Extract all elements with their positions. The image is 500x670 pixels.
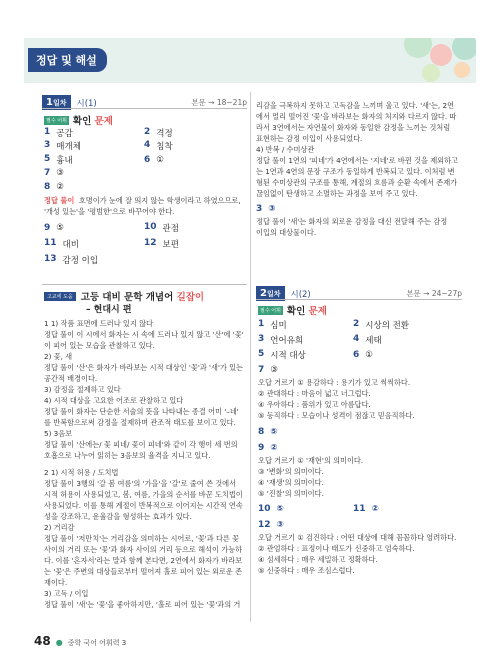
bullet-icon: ●	[55, 638, 63, 647]
day2-badge: 2일차	[256, 286, 285, 301]
leaf-decoration	[404, 38, 432, 58]
q8-q9-answers: 8 ⑤ 9 ②	[258, 427, 278, 453]
leaf-decoration	[452, 38, 476, 60]
concept-guide-heading: 고교에 도움 고등 대비 문학 개념어 길잡이	[44, 289, 204, 303]
check2-answers: 1 심미 2 시상의 전환 3 언어유희 4 세태 5 시적 대상 6 ① 7 ③	[258, 318, 410, 375]
day2-range: 본문 → 24~27p	[406, 289, 462, 298]
day1-poem: 시(1)	[76, 98, 97, 109]
q8-explanation: 정답 풀이 호명이가 눈에 잘 띄지 않는 학생이라고 하였으므로, '개성 있는'을 '평범한'으로 바꾸어야 한다.	[44, 196, 241, 216]
book-title: 중학 국어 어휘력 3	[67, 639, 127, 647]
check1-heading: 필수 어휘 확인 문제	[46, 116, 113, 127]
check1-answers: 1 공감 2 격정 3 매개체 4 침착 5 흉내 6 ① 7 ③ 8 ②	[44, 126, 173, 192]
q7-explanation: 오답 거르기 ① 용감하다 : 용기가 있고 씩씩하다. ② 관대하다 : 마음이 넓고 너그럽다. ④ 우아하다 : 품위가 있고 아름답다. ⑤ 등직하다 : 모습이나 성격이 점잖고 믿음직하다.	[258, 378, 415, 420]
q3-explanation: 정답 풀이 '새'는 화자의 외로운 감정을 대신 전달해 주는 감정 이입의 대상물이다.	[256, 217, 448, 237]
q3-answer: 3 ③	[256, 203, 276, 214]
check1-answers-more: 9 ⑤ 10 관점 11 대비 12 보편 13 감정 이입	[44, 222, 179, 266]
q10-q11-answers: 10 ⑤ 11 ② 12 ③	[258, 504, 379, 530]
q9-explanation: 오답 거르기 ① '재현'의 의미이다. ③ '변화'의 의미이다. ④ '재생'의 의미이다. ⑤ '진찰'의 의미이다.	[258, 456, 364, 498]
page-footer	[34, 634, 126, 648]
right-continuation: 리감을 극복하지 못하고 고독감을 느끼며 울고 있다. '새'는, 2연 에서 멀리 떨어진 '꽃'을 바라보는 화자의 처지와 다르지 않다. 따 라서 3연에서는 자연물이 화자와 동일한 감정을 느끼는 것처럼 표현하는 감정 이입이 사용되었다. 4) 반복 / 수미상관 정답 풀이 1연의 '피네'가 4연에서는 '지네'로 바뀐 것을 제외하고 는 1연과 4연의 문장 구조가 동일하게 반복되고 있다. 이처럼 변 형된 수미상관의 구조를 통해, 계절의 흐름과 순환 속에서 존재가 끊임없이 탄생하고 소멸하는 과정을 보여 주고 있다.	[256, 101, 458, 198]
divider	[256, 299, 462, 300]
q12-explanation: 오답 거르기 ① 검진하다 : 어떤 대상에 대해 꼼꼼하다 염려하다. ② 관엄하다 : 표정이나 태도가 신중하고 엄숙하다. ④ 섬세하다 : 매우 세밀하고 정확하다. ⑤ 신중하다 : 매우 조심스럽다.	[258, 533, 457, 575]
concept-part1: 1 1) 작품 표면에 드러나 있지 않다 정답 풀이 이 시에서 화자는 시 속에 드러나 있지 않고 '산'에 '꽃' 이 피어 있는 모습을 관찰하고 있다. 2) 꽃, 새 정답 풀이 '산'은 화자가 바라보는 시적 대상인 '꽃'과 '새'가 있는 공간적 배경이다. 3) 감정을 절제하고 있다 4) 시적 대상을 고요한 어조로 관찰하고 있다 정답 풀이 화자는 단순한 서술의 뜻을 나타내는 종결 어미 '–네' 를 반복함으로써 감정을 절제하며 관조적 태도를 보이고 있다. 5) 3음보 정답 풀이 '산에는/ 꽃 피네/ 꽃이 피네'와 같이 각 행이 세 번의 호흡으로 나누어 읽히는 3음보의 율격을 지니고 있다.	[44, 319, 244, 460]
leaf-decoration	[422, 64, 440, 82]
concept-part2: 2 1) 시적 허용 / 도치법 정답 풀이 3행의 '갈 봄 여름'의 '가을'을 '갈'로 줄여 쓴 것에서 시적 허용이 사용되었고, 봄, 여름, 가을의 순서를 바꾼 도치법이 사용되었다. 이를 통해 계절이 반복적으로 이어지는 시간적 연속 성을 강조하고, 운율감을 형성하는 효과가 있다. 2) 거리감 정답 풀이 '저만치'는 거리감을 의미하는 시어로, '꽃'과 다른 꽃 사이의 거리 또는 '꽃'과 화자 사이의 거리 등으로 해석이 가능하 다. 이를 '혼자서'라는 말과 함께 본다면, 2연에서 화자가 바라보 는 '꽃'은 주변의 대상들로부터 떨어져 홀로 피어 있는 외로운 존 재이다. 3) 고독 / 이입 정답 풀이 '새'는 '꽃'을 좋아하지만, '홀로 피어 있는 '꽃'과의 거	[44, 468, 243, 609]
page-number: 48	[34, 634, 51, 648]
concept-guide-subtitle: – 현대시 편	[86, 305, 132, 315]
header-banner	[24, 38, 476, 83]
banner-title: 정답 및 해설	[28, 48, 107, 72]
column-divider	[250, 92, 251, 622]
divider	[42, 108, 247, 109]
day2-poem: 시(2)	[290, 289, 311, 300]
leaf-decoration	[454, 62, 470, 78]
leaf-decoration	[430, 44, 452, 66]
check2-heading: 필수 어휘 확인 문제	[260, 306, 327, 317]
divider	[42, 284, 247, 285]
day1-badge: 1일차	[42, 95, 71, 110]
day1-range: 본문 → 18~21p	[191, 98, 247, 107]
